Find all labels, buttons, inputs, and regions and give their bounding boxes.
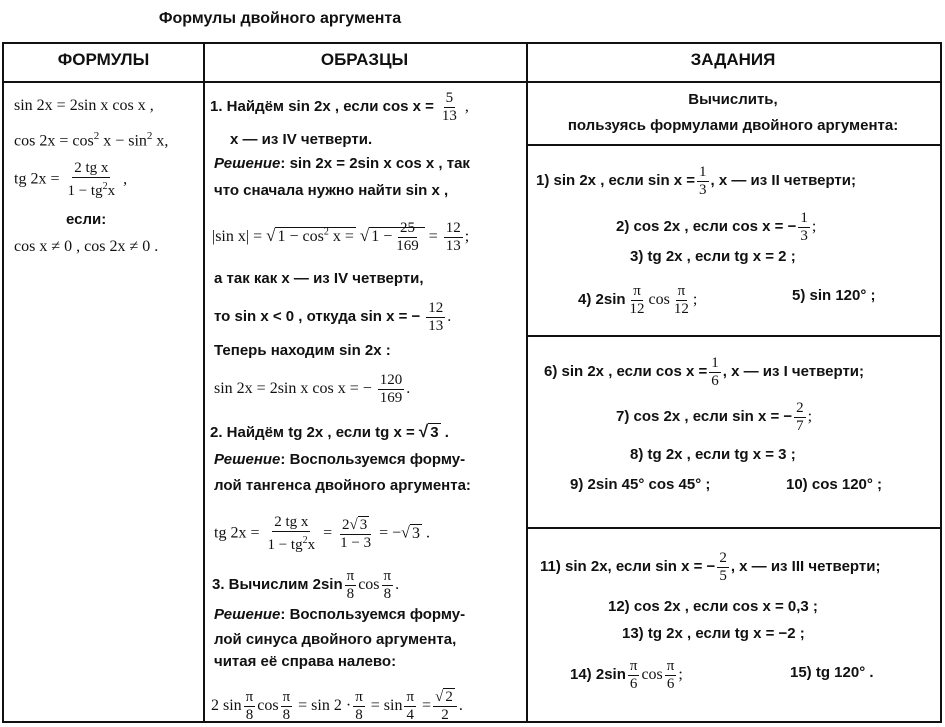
example-3-line3: читая её справа налево: [214, 653, 397, 670]
column-divider [203, 44, 205, 721]
task-9: 9) 2sin 45° cos 45° ; [570, 476, 711, 493]
header-formulas: ФОРМУЛЫ [57, 50, 150, 69]
task-6: 6) sin 2x , если cos x = $\frac{1}{6}$ , x — из I четверти; [544, 355, 865, 389]
task-15: 15) tg 120° . [790, 664, 874, 681]
example-2-solution: Решение: Воспользуемся форму- [214, 451, 466, 468]
example-2-formula: tg 2x = $\frac{\text{2 tg x}}{1 - tg^2x}$ = $\frac{2√ 3}{1 - 3}$ = −√ 3 . [214, 514, 430, 553]
row-divider [526, 527, 940, 529]
example-3-solution: Решение: Воспользуемся форму- [214, 606, 466, 623]
task-2: 2) cos 2x , если cos x = − $\frac{1}{3}$ ; [616, 210, 817, 244]
formula-if-label: если: [66, 211, 107, 228]
example-3-formula: 2 sin $\frac{\pi}{8}$ cos $\frac{\pi}{8}$ = sin 2 · $\frac{\pi}{8}$ = sin $\frac{\pi}{4}$ = $\frac{√ 2}{2}$ . [211, 689, 463, 723]
task-1: 1) sin 2x , если sin x = $\frac{1}{3}$ , x — из II четверти; [536, 164, 856, 198]
header-divider [4, 81, 940, 83]
formula-tg2x: tg 2x = $\frac{\text{2 tg x}}{1 - tg^2x}$ , [14, 160, 128, 199]
task-14: 14) 2sin $\frac{\pi}{6}$ cos $\frac{\pi}{6}$ ; [570, 658, 683, 692]
task-7: 7) cos 2x , если sin x = − $\frac{2}{7}$ ; [616, 400, 813, 434]
task-11: 11) sin 2x, если sin x = − $\frac{2}{5}$ , x — из III четверти; [540, 550, 881, 584]
task-13: 13) tg 2x , если tg x = −2 ; [622, 625, 805, 642]
example-1-find: Теперь находим sin 2x : [214, 342, 391, 359]
task-5: 5) sin 120° ; [792, 287, 876, 304]
example-2-line2: лой тангенса двойного аргумента: [214, 477, 471, 494]
example-3-line2: лой синуса двойного аргумента, [214, 631, 457, 648]
example-1-sqrt: |sin x| = √ $1 - \cos^2 x$ = √ 1 − $\frac{25}{169}$ = $\frac{12}{13}$ ; [212, 220, 470, 254]
task-8: 8) tg 2x , если tg x = 3 ; [630, 446, 796, 463]
formula-table [2, 42, 942, 723]
header-tasks: ЗАДАНИЯ [690, 50, 776, 69]
example-1-since: а так как x — из IV четверти, [214, 270, 424, 287]
task-10: 10) cos 120° ; [786, 476, 883, 493]
formula-cos2x: $\cos 2x = \cos^2 x - \sin^2 x$, [14, 130, 169, 150]
page-title: Формулы двойного аргумента [158, 10, 402, 27]
tasks-intro-2: пользуясь формулами двойного аргумента: [567, 117, 899, 134]
tasks-intro-divider [526, 144, 940, 146]
tasks-intro-1: Вычислить, [688, 91, 778, 108]
example-3-heading: 3. Вычислим 2sin $\frac{\pi}{8}$ cos $\frac{\pi}{8}$ . [212, 568, 400, 602]
formula-sin2x: sin 2x = 2sin x cos x , [14, 97, 154, 114]
task-3: 3) tg 2x , если tg x = 2 ; [630, 248, 796, 265]
row-divider [526, 335, 940, 337]
example-1-need: что сначала нужно найти sin x , [214, 182, 449, 199]
task-12: 12) cos 2x , если cos x = 0,3 ; [608, 598, 818, 615]
header-examples: ОБРАЗЦЫ [320, 50, 409, 69]
formula-conditions: cos x ≠ 0 , cos 2x ≠ 0 . [14, 238, 159, 255]
example-1-quarter: x — из IV четверти. [230, 131, 373, 148]
example-2-heading: 2. Найдём tg 2x , если tg x = √ 3 . [210, 422, 449, 441]
task-4: 4) 2sin $\frac{\pi}{12}$ cos $\frac{\pi}{12}$ ; [578, 283, 698, 317]
example-1-solution: Решение: sin 2x = 2sin x cos x , так [214, 155, 470, 172]
example-1-heading: 1. Найдём sin 2x , если cos x = $\frac{5}{13}$ , [210, 90, 469, 124]
example-1-then: то sin x < 0 , откуда sin x = − $\frac{12}{13}$ . [214, 300, 452, 334]
example-1-result: sin 2x = 2sin x cos x = − $\frac{120}{169}$ . [214, 372, 411, 406]
